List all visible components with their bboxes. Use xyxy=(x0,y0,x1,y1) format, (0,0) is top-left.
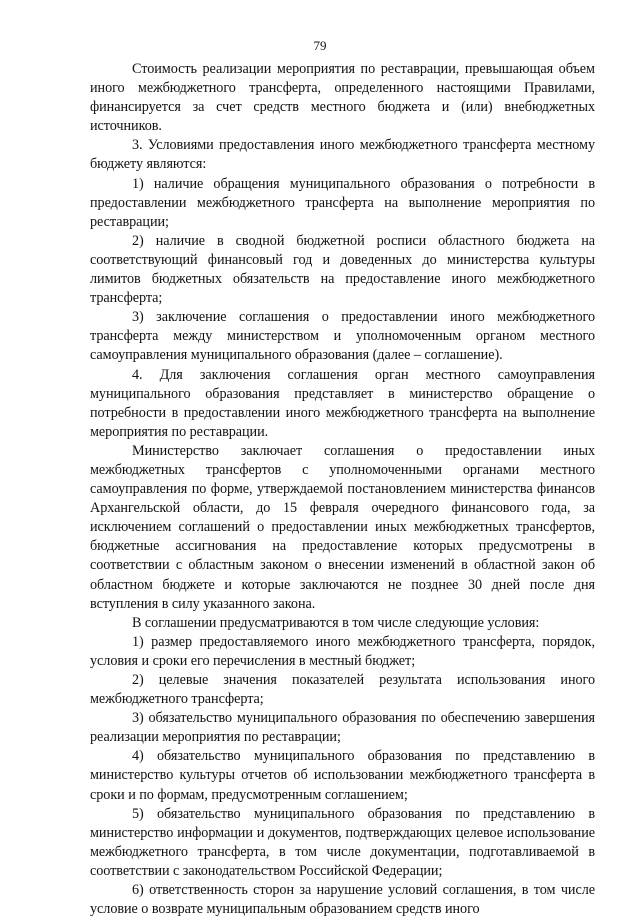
paragraph-condition-3: 3) заключение соглашения о предоставлении иного межбюджетного трансферта между министерством и уполномоченным органом местного самоуправления муниципального образования (далее – соглашение). xyxy=(90,309,595,364)
paragraph-term-2: 2) целевые значения показателей результата использования иного межбюджетного трансферта; xyxy=(90,672,595,708)
paragraph-term-6: 6) ответственность сторон за нарушение условий соглашения, в том числе условие о возврате муниципальным образованием средств иного xyxy=(90,882,595,918)
paragraph-term-1: 1) размер предоставляемого иного межбюджетного трансферта, порядок, условия и сроки его перечисления в местный бюджет; xyxy=(90,633,595,669)
paragraph-ministry-agreements: Министерство заключает соглашения о предоставлении иных межбюджетных трансфертов с уполномоченными органами местного самоуправления по форме, утверждаемой постановлением министерства финансов Архангельской области, до 15 февраля очередного финансового года, за исключением соглашений о предоставлении иных межбюджетных трансфертов, бюджетные ассигнования на предоставление которых предусмотрены в соответствии с областным законом о внесении изменений в областной закон об областном бюджете и которые заключаются не позднее 30 дней после дня вступления в силу указанного закона. xyxy=(90,442,595,612)
paragraph-condition-2: 2) наличие в сводной бюджетной росписи областного бюджета на соответствующий финансовый год и доведенных до министерства культуры лимитов бюджетных обязательств на предоставление иного межбюджетного трансферта; xyxy=(90,232,595,307)
document-body xyxy=(90,60,595,919)
paragraph-section-3-conditions: 3. Условиями предоставления иного межбюджетного трансферта местному бюджету являются: xyxy=(90,137,595,173)
paragraph-term-4: 4) обязательство муниципального образования по представлению в министерство культуры отчетов об использовании межбюджетного трансферта в сроки и по формам, предусмотренным соглашением; xyxy=(90,748,595,803)
paragraph-section-4-application: 4. Для заключения соглашения орган местного самоуправления муниципального образования представляет в министерство обращение о потребности в предоставлении иного межбюджетного трансферта на выполнение мероприятия по реставрации. xyxy=(90,366,595,440)
paragraph-cost-overrun: Стоимость реализации мероприятия по реставрации, превышающая объем иного межбюджетного трансферта, определенного настоящими Правилами, финансируется за счет средств местного бюджета и (или) внебюджетных источников. xyxy=(90,61,595,135)
page-number: 79 xyxy=(313,38,327,53)
paragraph-condition-1: 1) наличие обращения муниципального образования о потребности в предоставлении межбюджетного трансферта на выполнение мероприятия по реставрации; xyxy=(90,175,595,230)
paragraph-term-3: 3) обязательство муниципального образования по обеспечению завершения реализации мероприятия по реставрации; xyxy=(90,710,595,746)
paragraph-term-5: 5) обязательство муниципального образования по представлению в министерство информации и документов, подтверждающих целевое использование межбюджетного трансферта, в том числе документации, подготавливаемой в соответствии с законодательством Российской Федерации; xyxy=(90,805,595,879)
paragraph-agreement-terms-intro: В соглашении предусматриваются в том числе следующие условия: xyxy=(132,614,540,631)
